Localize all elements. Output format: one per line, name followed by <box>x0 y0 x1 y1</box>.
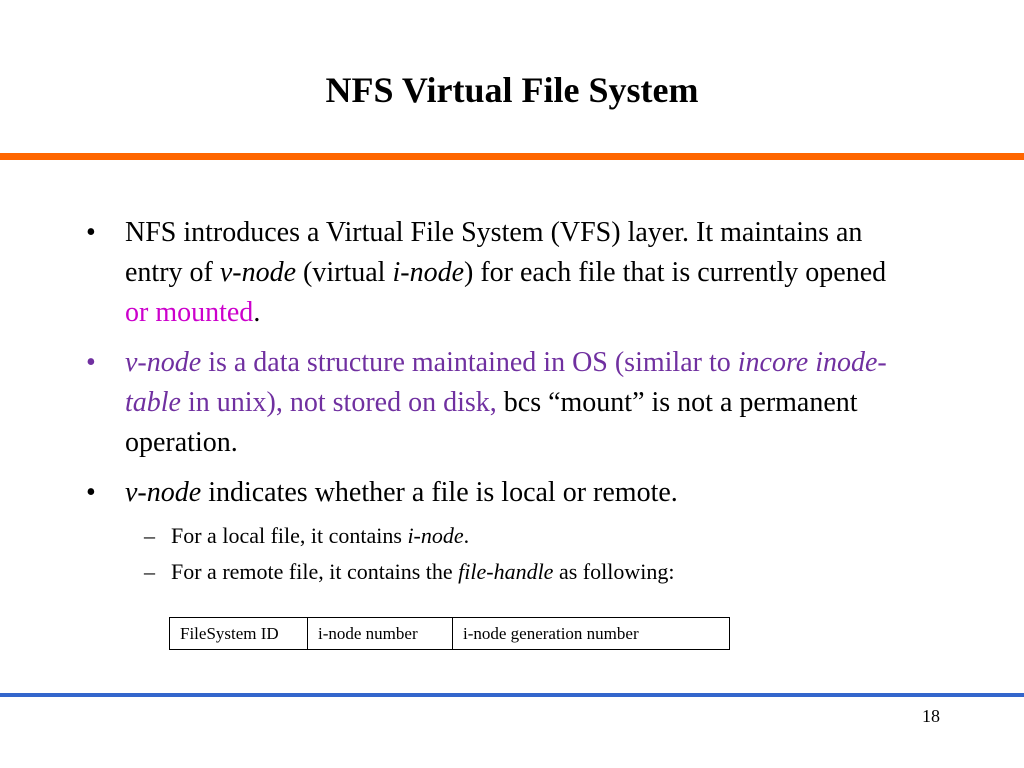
term-v-node: v-node <box>219 257 297 288</box>
bullet-text: indicates whether a file is local or remote. <box>201 477 678 508</box>
sub-bullet-marker: – <box>144 559 155 584</box>
table-cell-filesystem-id: FileSystem ID <box>170 618 308 650</box>
bullet-marker: • <box>86 217 96 248</box>
file-handle-table <box>169 617 730 650</box>
bullet-list <box>86 213 916 595</box>
page-number: 18 <box>922 706 940 726</box>
term-i-node: i-node <box>407 523 464 548</box>
bullet-v-node-structure <box>86 343 916 463</box>
bullet-text: NFS introduces a Virtual File System (VFS) layer. It maintains an entry of <box>125 217 863 288</box>
term-i-node: i-node <box>392 257 464 288</box>
bullet-text: ) for each file that is currently opened <box>464 257 887 288</box>
bullet-local-or-remote <box>86 473 916 513</box>
bullet-text: is a data structure maintained in OS (similar to <box>201 347 738 378</box>
bullet-text: in unix), not stored on disk, <box>181 387 504 418</box>
sub-bullet-local-file <box>86 519 916 552</box>
term-file-handle: file-handle <box>458 559 554 584</box>
bullet-vfs-layer <box>86 213 916 333</box>
sub-bullet-text: . <box>463 523 470 548</box>
highlight-or-mounted: or mounted <box>125 297 254 328</box>
bullet-text: . <box>253 297 261 328</box>
bullet-marker: • <box>86 477 96 508</box>
table-cell-inode-generation-number: i-node generation number <box>453 618 730 650</box>
sub-bullet-remote-file <box>86 555 916 588</box>
table-cell-inode-number: i-node number <box>308 618 453 650</box>
term-v-node: v-node <box>125 477 202 508</box>
bullet-text: (virtual <box>296 257 393 288</box>
table-row <box>170 618 730 650</box>
bullet-text-black: bcs “mount” is not a permanent operation. <box>125 387 858 458</box>
sub-bullet-text: For a local file, it contains <box>171 523 408 548</box>
sub-bullet-text: For a remote file, it contains the <box>171 559 459 584</box>
sub-bullet-marker: – <box>144 523 155 548</box>
title-divider-orange <box>0 153 1024 160</box>
sub-bullet-text: as following: <box>553 559 675 584</box>
term-incore-inode-table: incore inode-table <box>125 347 887 418</box>
term-v-node: v-node <box>125 347 202 378</box>
footer-divider-blue <box>0 693 1024 697</box>
bullet-marker: • <box>86 347 96 378</box>
slide-title: NFS Virtual File System <box>325 70 699 110</box>
